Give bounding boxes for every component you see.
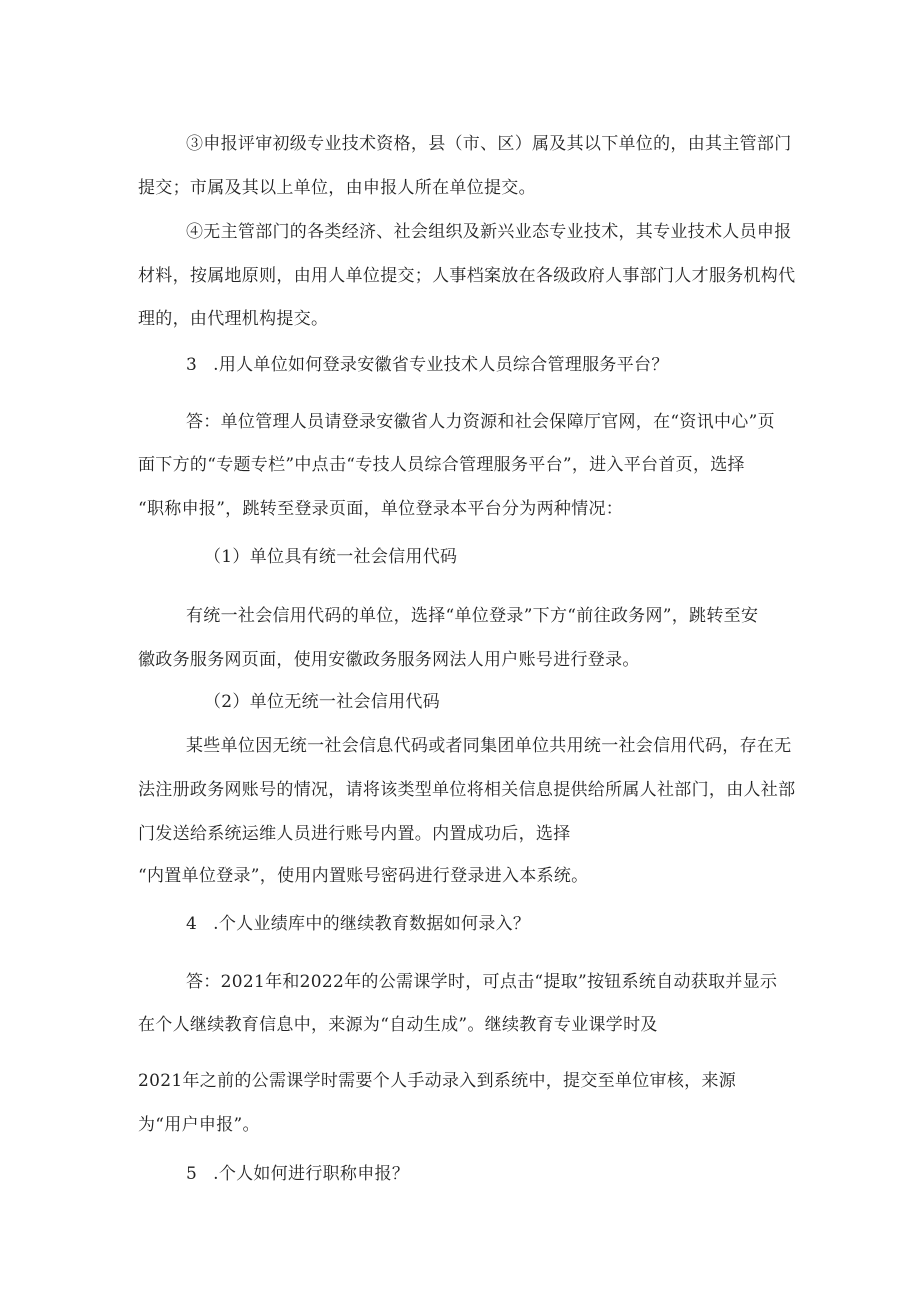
case-1-line1: 有统一社会信用代码的单位，选择“单位登录”下方“前往政务网”，跳转至安 bbox=[186, 606, 759, 626]
case-2-heading: （2）单位无统一社会信用代码 bbox=[204, 692, 441, 712]
case-2-line2: 法注册政务网账号的情况，请将该类型单位将相关信息提供给所属人社部门，由人社部 bbox=[138, 780, 796, 800]
case-2-line1: 某些单位因无统一社会信息代码或者同集团单位共用统一社会信用代码，存在无 bbox=[186, 736, 792, 756]
question-5-number: 5 bbox=[186, 1164, 198, 1184]
question-5 bbox=[186, 1162, 409, 1186]
case-1-heading: （1）单位具有统一社会信用代码 bbox=[204, 547, 458, 567]
question-3 bbox=[186, 353, 669, 377]
answer-3-line3: “职称申报”，跳转至登录页面，单位登录本平台分为两种情况： bbox=[138, 499, 624, 519]
question-4-text: .个人业绩库中的继续教育数据如何录入？ bbox=[213, 914, 531, 934]
case-2-line4: “内置单位登录”，使用内置账号密码进行登录进入本系统。 bbox=[138, 866, 589, 886]
answer-3-line2: 面下方的“专题专栏”中点击“专技人员综合管理服务平台”，进入平台首页，选择 bbox=[138, 455, 745, 475]
question-3-text: .用人单位如何登录安徽省专业技术人员综合管理服务平台？ bbox=[213, 355, 669, 375]
item4-line1: ④无主管部门的各类经济、社会组织及新兴业态专业技术，其专业技术人员申报 bbox=[186, 222, 792, 242]
case-1-line2: 徽政务服务网页面，使用安徽政务服务网法人用户账号进行登录。 bbox=[138, 650, 640, 670]
answer-4-line4: 为“用户申报”。 bbox=[138, 1115, 260, 1135]
item4-line3: 理的，由代理机构提交。 bbox=[138, 309, 329, 329]
answer-4-line1: 答：2021年和2022年的公需课学时，可点击“提取”按钮系统自动获取并显示 bbox=[186, 972, 778, 992]
case-2-line3: 门发送给系统运维人员进行账号内置。内置成功后，选择 bbox=[138, 824, 571, 844]
answer-4-line2: 在个人继续教育信息中，来源为“自动生成”。继续教育专业课学时及 bbox=[138, 1015, 658, 1035]
item3-line2: 提交；市属及其以上单位，由申报人所在单位提交。 bbox=[138, 178, 536, 198]
question-3-number: 3 bbox=[186, 355, 198, 375]
question-5-text: .个人如何进行职称申报？ bbox=[213, 1164, 410, 1184]
answer-4-line3: 2021年之前的公需课学时需要个人手动录入到系统中，提交至单位审核，来源 bbox=[138, 1071, 737, 1091]
item4-line2: 材料，按属地原则，由用人单位提交；人事档案放在各级政府人事部门人才服务机构代 bbox=[138, 266, 796, 286]
item3-line1: ③申报评审初级专业技术资格，县（市、区）属及其以下单位的，由其主管部门 bbox=[186, 134, 792, 154]
question-4-number: 4 bbox=[186, 914, 198, 934]
question-4 bbox=[186, 912, 530, 936]
answer-3-line1: 答：单位管理人员请登录安徽省人力资源和社会保障厅官网，在“资讯中心”页 bbox=[186, 412, 775, 432]
